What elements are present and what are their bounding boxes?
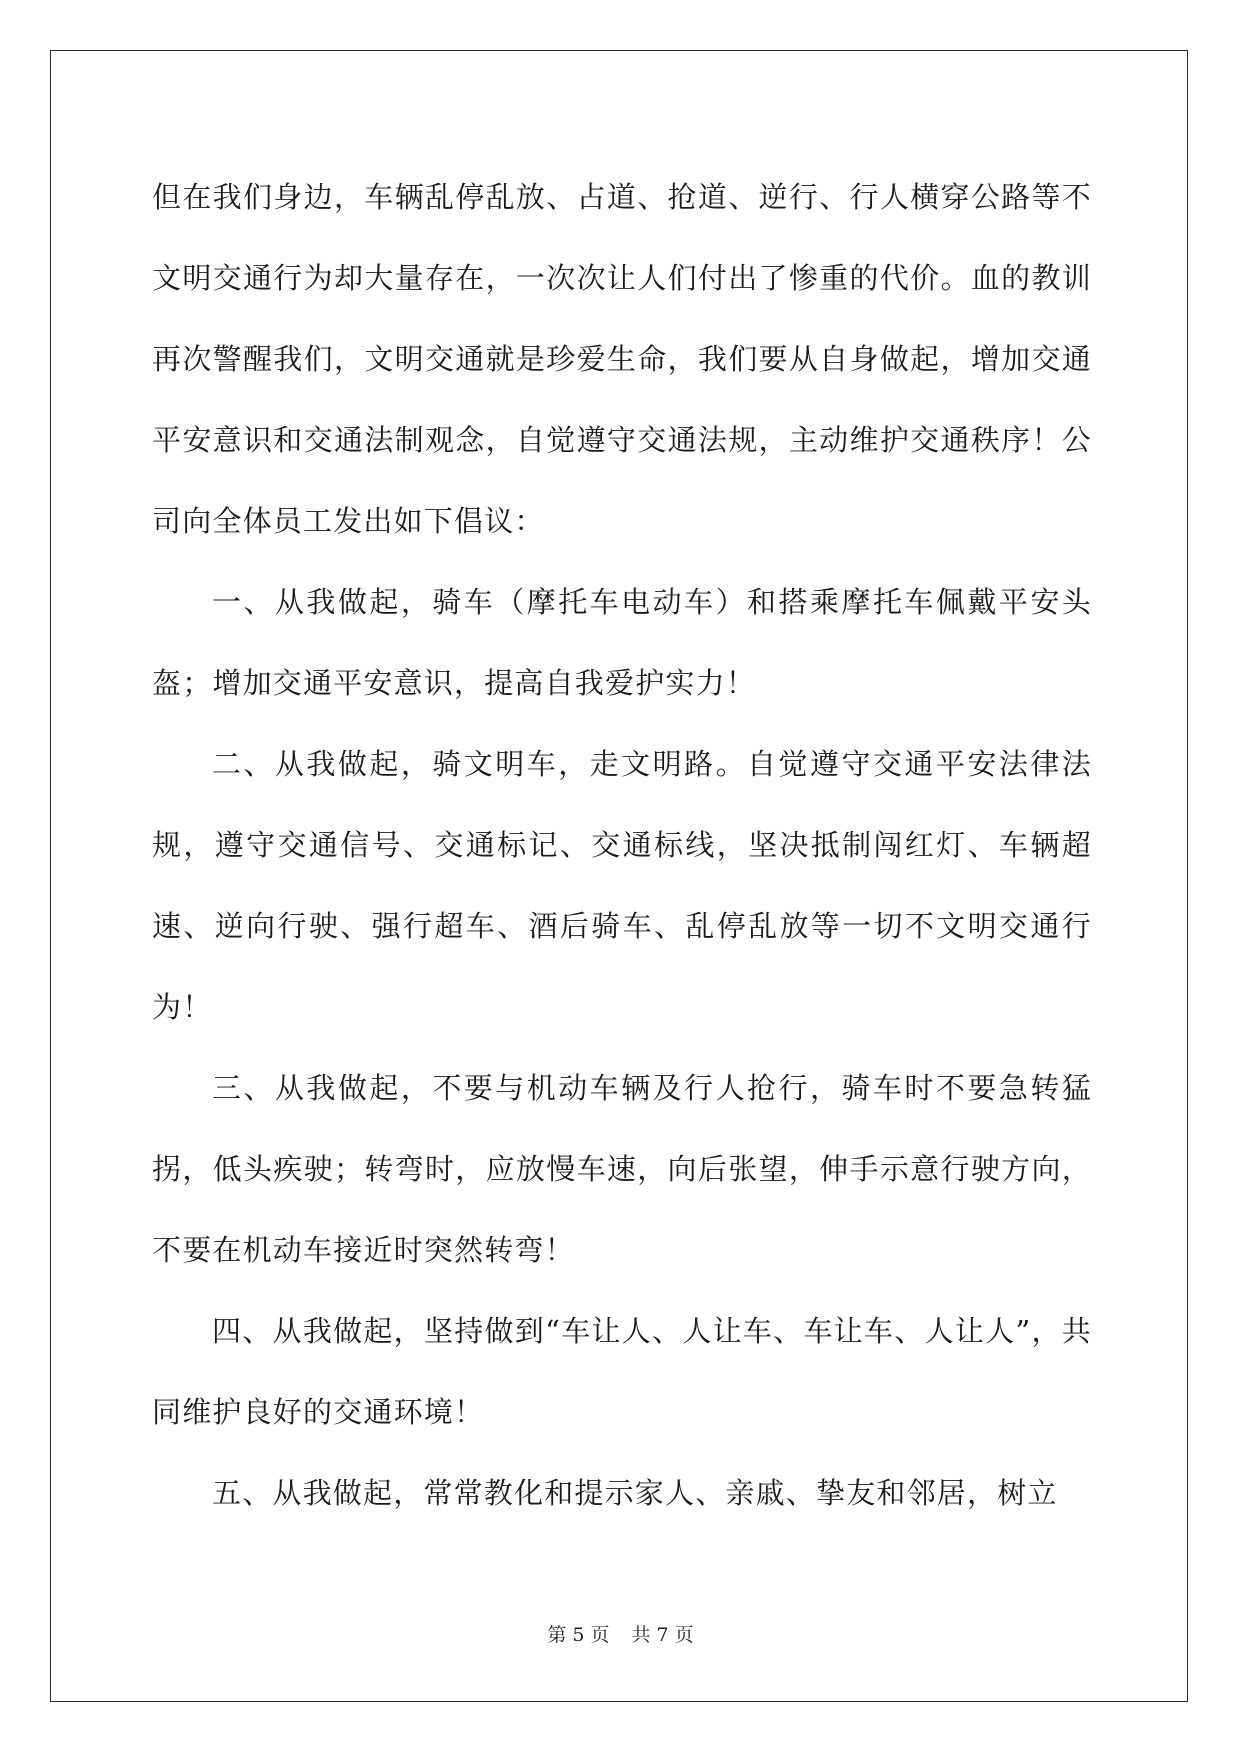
page-number: 第 5 页	[547, 1624, 610, 1646]
paragraph-item-3: 三、从我做起，不要与机动车辆及行人抢行，骑车时不要急转猛拐，低头疾驶；转弯时，应放慢车速，向后张望，伸手示意行驶方向，不要在机动车接近时突然转弯！	[152, 1071, 1092, 1267]
page-footer	[0, 1620, 1241, 1647]
document-body	[152, 157, 1092, 1534]
paragraph-item-1: 一、从我做起，骑车（摩托车电动车）和搭乘摩托车佩戴平安头盔；增加交通平安意识，提高自我爱护实力！	[152, 585, 1092, 700]
paragraph-item-4: 四、从我做起，坚持做到“车让人、人让车、车让车、人让人”，共同维护良好的交通环境！	[152, 1314, 1092, 1429]
page-total: 共 7 页	[631, 1624, 694, 1646]
paragraph-intro: 但在我们身边，车辆乱停乱放、占道、抢道、逆行、行人横穿公路等不文明交通行为却大量存在，一次次让人们付出了惨重的代价。血的教训再次警醒我们，文明交通就是珍爱生命，我们要从自身做起，增加交通平安意识和交通法制观念，自觉遵守交通法规，主动维护交通秩序！公司向全体员工发出如下倡议：	[152, 180, 1092, 538]
paragraph-item-2: 二、从我做起，骑文明车，走文明路。自觉遵守交通平安法律法规，遵守交通信号、交通标记、交通标线，坚决抵制闯红灯、车辆超速、逆向行驶、强行超车、酒后骑车、乱停乱放等一切不文明交通行为！	[152, 747, 1092, 1024]
paragraph-item-5: 五、从我做起，常常教化和提示家人、亲戚、挚友和邻居，树立	[212, 1476, 1058, 1510]
